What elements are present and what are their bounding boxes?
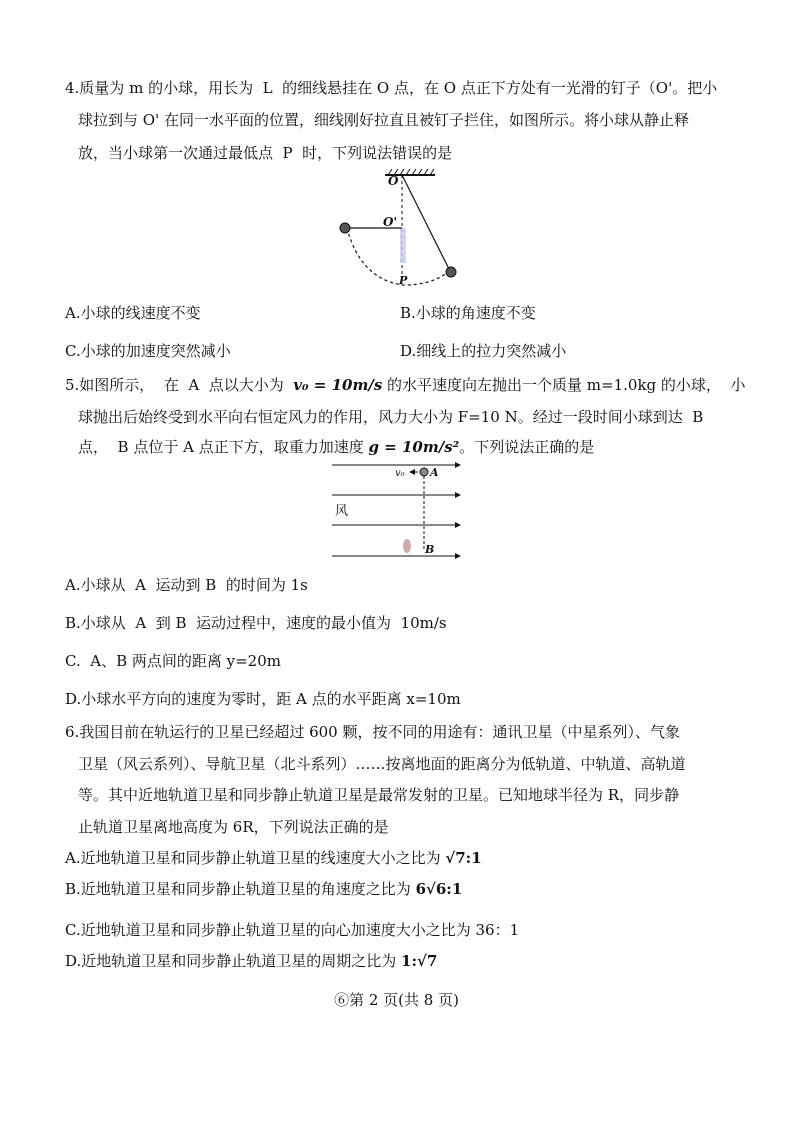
q5-v0-formula: v₀ = 10m/s [293, 376, 383, 394]
q6-line-3: 等。其中近地轨道卫星和同步静止轨道卫星是最常发射的卫星。已知地球半径为 R，同步静 [78, 786, 680, 804]
q6-option-a-text: A.近地轨道卫星和同步静止轨道卫星的线速度大小之比为 [65, 849, 446, 867]
q6-option-a [65, 851, 482, 866]
q5-option-c: C. A、B 两点间的距离 y=20m [65, 652, 281, 670]
q6-line-4: 止轨道卫星离地高度为 6R，下列说法正确的是 [78, 818, 389, 836]
page-footer: ⑥第 2 页(共 8 页) [334, 991, 459, 1009]
q4-option-b: B.小球的角速度不变 [400, 304, 536, 322]
q5-option-d: D.小球水平方向的速度为零时，距 A 点的水平距离 x=10m [65, 690, 461, 708]
q6-option-a-math: √7:1 [445, 849, 482, 867]
q6-option-b-math: 6√6:1 [415, 880, 463, 898]
q4-option-c: C.小球的加速度突然减小 [65, 342, 231, 360]
q6-option-d-math: 1:√7 [401, 952, 438, 970]
q5-line-3-pre: 点， B 点位于 A 点正下方，取重力加速度 [78, 438, 369, 456]
q4-option-d: D.细线上的拉力突然减小 [400, 342, 567, 360]
q4-line-3: 放，当小球第一次通过最低点 P 时，下列说法错误的是 [78, 144, 453, 162]
label-v0: v₀ [395, 468, 405, 479]
q5-g-formula: g = 10m/s² [368, 438, 460, 456]
q6-option-b [65, 882, 462, 897]
q6-option-b-text: B.近地轨道卫星和同步静止轨道卫星的角速度之比为 [65, 880, 416, 898]
wind-figure [330, 462, 470, 562]
q6-line-1: 6.我国目前在轨运行的卫星已经超过 600 颗，按不同的用途有：通讯卫星（中星系列）、气象 [65, 723, 680, 741]
q5-line-3 [78, 440, 594, 455]
label-o: O [388, 174, 399, 188]
q5-line-1 [65, 378, 745, 393]
q5-option-b: B.小球从 A 到 B 运动过程中，速度的最小值为 10m/s [65, 614, 447, 632]
q5-line-1-pre: 5.如图所示， 在 A 点以大小为 [65, 376, 294, 394]
q6-option-d-text: D.近地轨道卫星和同步静止轨道卫星的周期之比为 [65, 952, 402, 970]
label-wind: 风 [335, 504, 349, 519]
q4-line-2: 球拉到与 O' 在同一水平面的位置，细线刚好拉直且被钉子拦住，如图所示。将小球从静止释 [78, 111, 689, 129]
q5-option-a: A.小球从 A 运动到 B 的时间为 1s [65, 576, 308, 594]
label-b: B [425, 543, 435, 556]
pendulum-figure [330, 168, 480, 293]
q4-option-a: A.小球的线速度不变 [65, 304, 201, 322]
q6-option-c: C.近地轨道卫星和同步静止轨道卫星的向心加速度大小之比为 36：1 [65, 921, 520, 939]
q5-line-1-post: 的水平速度向左抛出一个质量 m=1.0kg 的小球， 小 [382, 376, 746, 394]
q5-line-2: 球抛出后始终受到水平向右恒定风力的作用，风力大小为 F=10 N。经过一段时间小球到达 B [78, 408, 704, 426]
q6-option-d [65, 954, 437, 969]
q6-line-2: 卫星（风云系列）、导航卫星（北斗系列）……按离地面的距离分为低轨道、中轨道、高轨道 [78, 755, 686, 773]
q5-line-3-post: 。下列说法正确的是 [459, 438, 595, 456]
label-a: A [430, 466, 439, 479]
label-p: P [399, 274, 408, 287]
q4-line-1: 4.质量为 m 的小球，用长为 L 的细线悬挂在 O 点，在 O 点正下方处有一光滑的钉子（O'。把小 [65, 79, 718, 97]
label-o-prime: O' [383, 215, 398, 229]
